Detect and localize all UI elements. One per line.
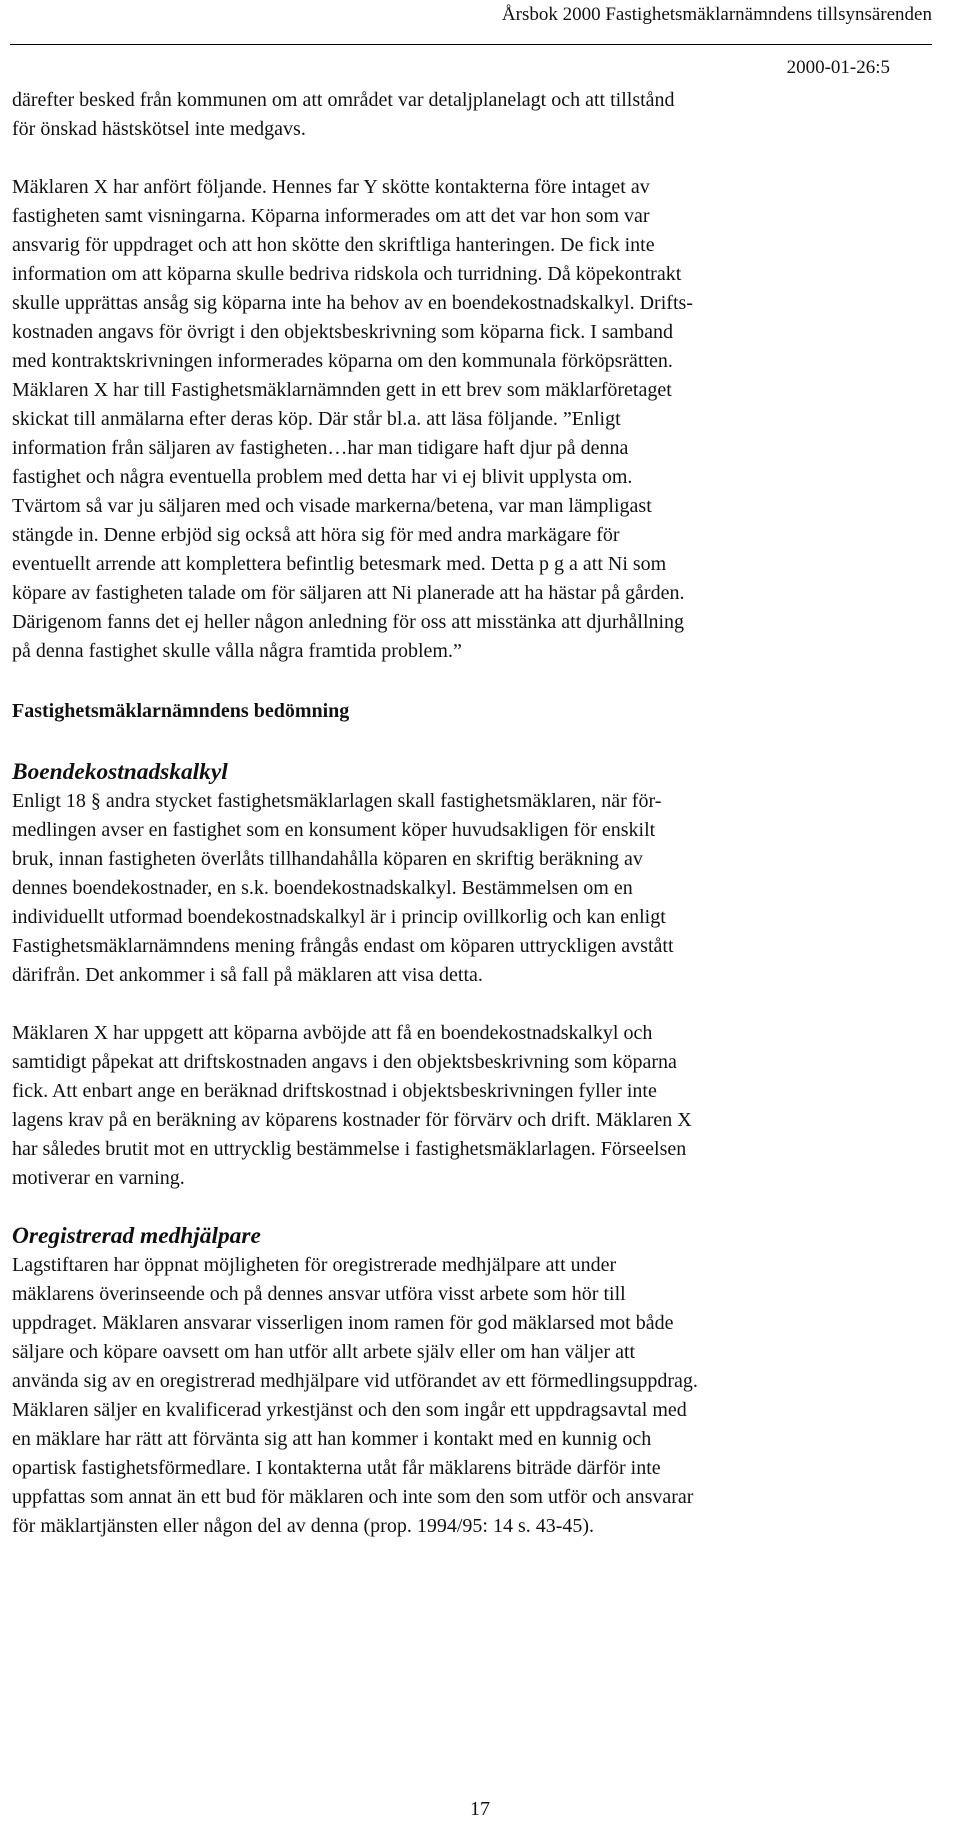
text-line: Lagstiftaren har öppnat möjligheten för oregistrerade medhjälpare att under <box>12 1254 617 1276</box>
text-line: opartisk fastighetsförmedlare. I kontakterna utåt får mäklarens biträde därför inte <box>12 1457 661 1479</box>
subheading-oregistrerad-medhjalpare: Oregistrerad medhjälpare <box>12 1223 261 1249</box>
text-line: skickat till anmälarna efter deras köp. Där står bl.a. att läsa följande. ”Enligt <box>12 408 621 430</box>
document-body <box>12 86 960 1541</box>
text-line: skulle upprättas ansåg sig köparna inte ha behov av en boendekostnadskalkyl. Drifts- <box>12 292 693 314</box>
text-line: Tvärtom så var ju säljaren med och visade markerna/betena, var man lämpligast <box>12 495 652 517</box>
text-line: stängde in. Denne erbjöd sig också att höra sig för med andra markägare för <box>12 524 620 546</box>
text-line: uppdraget. Mäklaren ansvarar visserligen inom ramen för god mäklarsed mot både <box>12 1312 674 1334</box>
text-line: köpare av fastigheten talade om för säljaren att Ni planerade att ha hästar på gården. <box>12 582 685 604</box>
paragraph-maklaren-uppgett <box>12 1019 960 1193</box>
paragraph-spacer <box>12 666 960 696</box>
text-line: fastigheten samt visningarna. Köparna informerades om att det var hon som var <box>12 205 650 227</box>
text-line: Mäklaren X har anfört följande. Hennes far Y skötte kontakterna före intaget av <box>12 176 650 198</box>
text-line: fastighet och några eventuella problem med detta har vi ej blivit upplysta om. <box>12 466 633 488</box>
text-line: ansvarig för uppdraget och att hon skötte den skriftliga hanteringen. De fick inte <box>12 234 655 256</box>
text-line: därefter besked från kommunen om att området var detaljplanelagt och att tillstånd <box>12 89 675 111</box>
text-line: uppfattas som annat än ett bud för mäklaren och inte som den som utför och ansvarar <box>12 1486 694 1508</box>
text-line: har således brutit mot en uttrycklig bestämmelse i fastighetsmäklarlagen. Förseelsen <box>12 1138 687 1160</box>
text-line: Mäklaren X har uppgett att köparna avböjde att få en boendekostnadskalkyl och <box>12 1022 653 1044</box>
section-heading-bedomning: Fastighetsmäklarnämndens bedömning <box>12 700 350 722</box>
text-line: eventuellt arrende att komplettera befintlig betesmark med. Detta p g a att Ni som <box>12 553 667 575</box>
document-date: 2000-01-26:5 <box>786 57 890 78</box>
text-line: information från säljaren av fastigheten…har man tidigare haft djur på denna <box>12 437 629 459</box>
text-line: med kontraktskrivningen informerades köparna om den kommunala förköpsrätten. <box>12 350 673 372</box>
text-line: Därigenom fanns det ej heller någon anledning för oss att misstänka att djurhållning <box>12 611 685 633</box>
paragraph-spacer <box>12 144 960 173</box>
text-line: säljare och köpare oavsett om han utför allt arbete själv eller om han väljer att <box>12 1341 636 1363</box>
text-line: information om att köparna skulle bedriva ridskola och turridning. Då köpekontrakt <box>12 263 682 285</box>
text-line: motiverar en varning. <box>12 1167 185 1189</box>
header-divider <box>10 44 932 45</box>
text-line: Fastighetsmäklarnämndens mening frångås endast om köparen uttryckligen avstått <box>12 935 674 957</box>
text-line: Enligt 18 § andra stycket fastighetsmäklarlagen skall fastighetsmäklaren, när för- <box>12 790 662 812</box>
text-line: bruk, innan fastigheten överlåts tillhandahålla köparen en skriftig beräkning av <box>12 848 643 870</box>
paragraph-besked <box>12 86 960 144</box>
text-line: därifrån. Det ankommer i så fall på mäklaren att visa detta. <box>12 964 483 986</box>
text-line: lagens krav på en beräkning av köparens kostnader för förvärv och drift. Mäklaren X <box>12 1109 692 1131</box>
text-line: för önskad hästskötsel inte medgavs. <box>12 118 306 140</box>
text-line: kostnaden angavs för övrigt i den objektsbeskrivning som köparna fick. I samband <box>12 321 673 343</box>
running-header: Årsbok 2000 Fastighetsmäklarnämndens tillsynsärenden <box>501 4 932 25</box>
text-line: en mäklare har rätt att förvänta sig att han kommer i kontakt med en kunnig och <box>12 1428 652 1450</box>
text-line: mäklarens överinseende och på dennes ansvar utföra visst arbete som hör till <box>12 1283 626 1305</box>
paragraph-enligt-18 <box>12 787 960 990</box>
paragraph-lagstiftaren <box>12 1251 960 1541</box>
text-line: individuellt utformad boendekostnadskalkyl är i princip ovillkorlig och kan enligt <box>12 906 666 928</box>
text-line: Mäklaren säljer en kvalificerad yrkestjänst och den som ingår ett uppdragsavtal med <box>12 1399 687 1421</box>
paragraph-spacer <box>12 726 960 758</box>
text-line: använda sig av en oregistrerad medhjälpare vid utförandet av ett förmedlingsuppdrag. <box>12 1370 698 1392</box>
text-line: samtidigt påpekat att driftskostnaden angavs i den objektsbeskrivning som köparna <box>12 1051 677 1073</box>
paragraph-spacer <box>12 1193 960 1222</box>
text-line: fick. Att enbart ange en beräknad driftskostnad i objektsbeskrivningen fyller inte <box>12 1080 657 1102</box>
text-line: Mäklaren X har till Fastighetsmäklarnämnden gett in ett brev som mäklarföretaget <box>12 379 672 401</box>
text-line: dennes boendekostnader, en s.k. boendekostnadskalkyl. Bestämmelsen om en <box>12 877 633 899</box>
paragraph-maklaren-anfort <box>12 173 960 666</box>
subheading-boendekostnadskalkyl: Boendekostnadskalkyl <box>12 759 228 785</box>
page-number: 17 <box>470 1798 490 1820</box>
text-line: för mäklartjänsten eller någon del av denna (prop. 1994/95: 14 s. 43-45). <box>12 1515 595 1537</box>
paragraph-spacer <box>12 990 960 1019</box>
text-line: medlingen avser en fastighet som en konsument köper huvudsakligen för enskilt <box>12 819 656 841</box>
text-line: på denna fastighet skulle vålla några framtida problem.” <box>12 640 462 662</box>
